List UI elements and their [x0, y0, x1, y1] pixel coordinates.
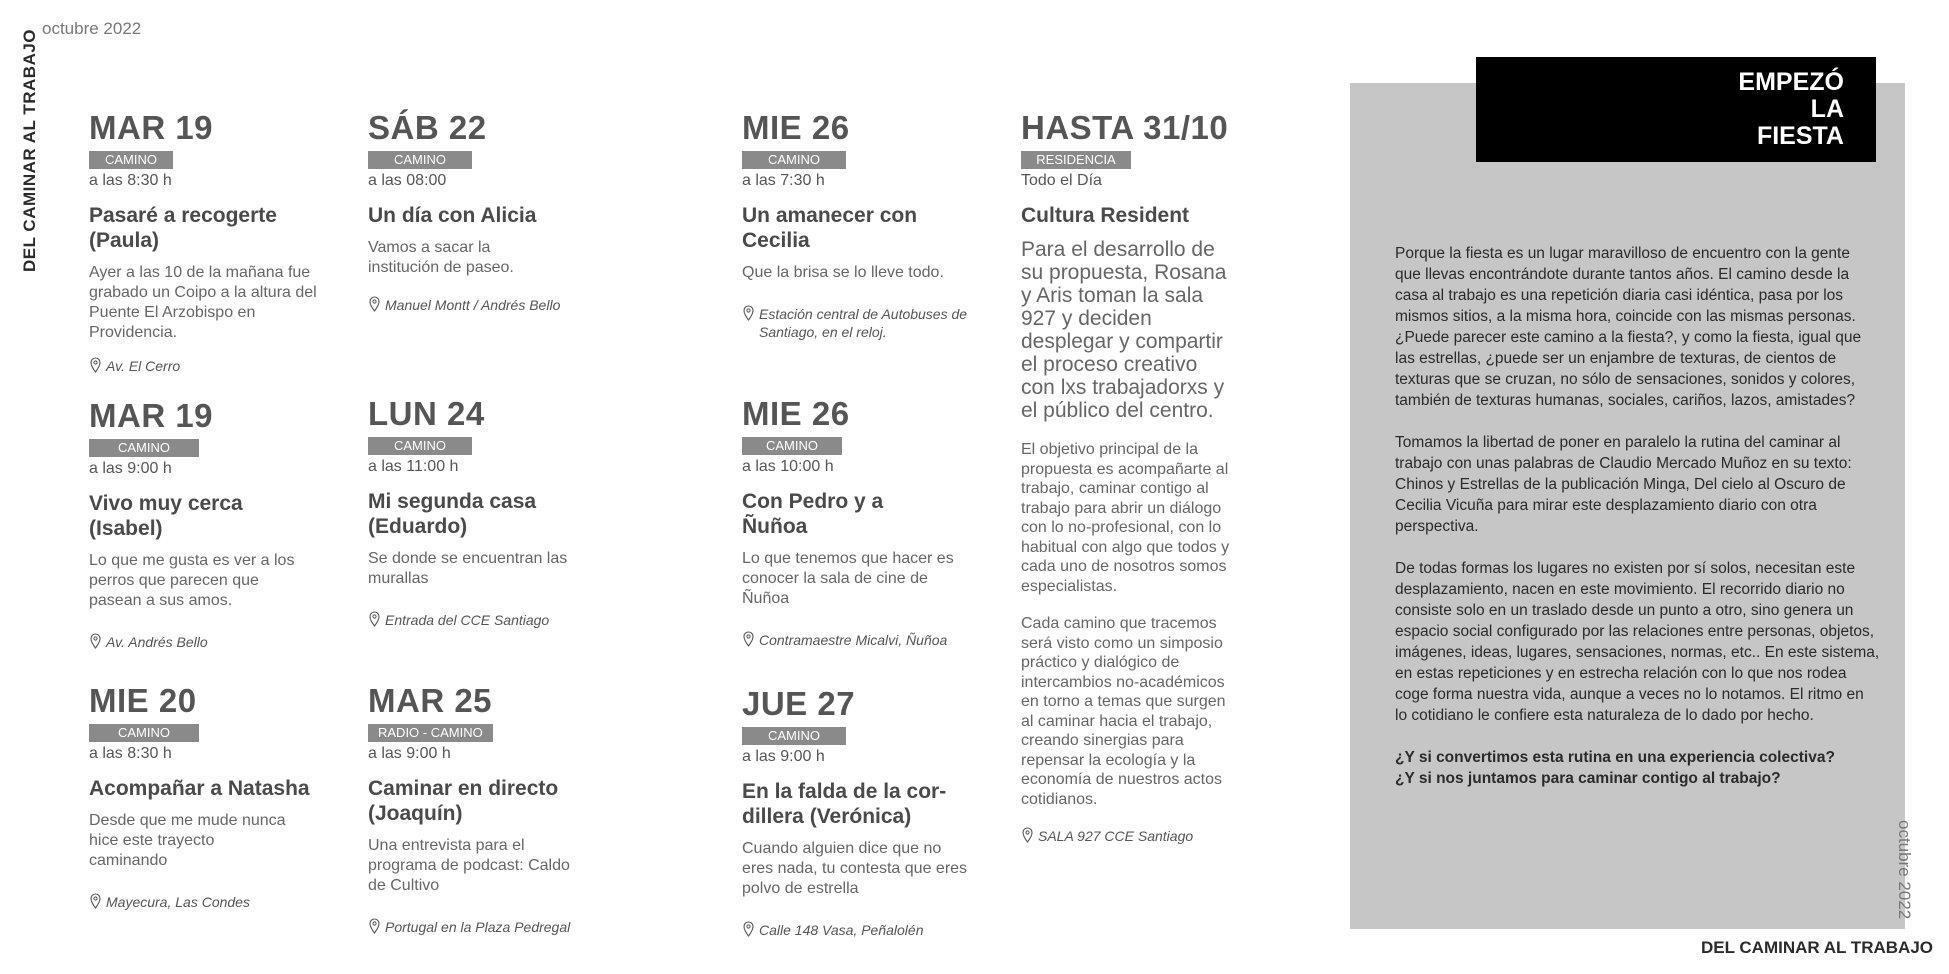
event-location — [742, 921, 972, 939]
event-tag: CAMINO — [368, 437, 472, 455]
event-description: Vamos a sacar la institución de paseo. — [368, 239, 514, 276]
side-date: octubre 2022 — [1895, 820, 1914, 920]
event-card — [368, 683, 598, 936]
event-location-text: Av. El Cerro — [106, 358, 181, 374]
feature-headline — [1476, 57, 1876, 162]
location-pin-icon — [742, 921, 755, 937]
event-day: MIE 20 — [89, 682, 197, 719]
event-day: SÁB 22 — [368, 109, 487, 146]
residency-intro: Para el desarrollo de su propuesta, Rosana y Aris toman la sala 927 y deciden desplegar y compartir el proceso creativo con lxs trabajadorxs y el público del centro. — [1021, 238, 1227, 422]
event-title: Caminar en directo (Joaquín) — [368, 777, 559, 825]
feature-article — [1395, 243, 1880, 789]
location-pin-icon — [368, 296, 381, 312]
location-pin-icon — [1021, 827, 1034, 843]
event-description: Lo que me gusta es ver a los perros que parecen que pasean a sus amos. — [89, 552, 295, 609]
event-day: JUE 27 — [742, 685, 856, 722]
event-time: a las 8:30 h — [89, 172, 172, 189]
event-location — [89, 893, 319, 911]
residency-location — [1021, 827, 1236, 845]
event-day: MAR 19 — [89, 109, 214, 146]
vertical-title: DEL CAMINAR AL TRABAJO — [20, 28, 39, 272]
event-title: En la falda de la cor-dillera (Verónica) — [742, 780, 947, 828]
residency-card — [1021, 110, 1236, 845]
event-title: Mi segunda casa (Eduardo) — [368, 490, 537, 538]
event-time: a las 9:00 h — [742, 748, 825, 765]
event-title: Un amanecer con Cecilia — [742, 204, 918, 252]
location-pin-icon — [89, 893, 102, 909]
event-location — [742, 305, 972, 341]
event-day: MIE 26 — [742, 109, 850, 146]
event-card — [742, 686, 972, 939]
event-tag: CAMINO — [742, 437, 842, 455]
event-location — [742, 631, 982, 649]
event-description: Se donde se encuentran las murallas — [368, 550, 568, 587]
event-tag: CAMINO — [742, 151, 846, 169]
event-location-text: Mayecura, Las Condes — [106, 894, 250, 910]
event-location-text: Entrada del CCE Santiago — [385, 612, 550, 628]
event-title: Acompañar a Natasha — [89, 777, 310, 800]
headline-line: LA — [1810, 95, 1844, 123]
location-pin-icon — [742, 305, 755, 321]
event-tag: CAMINO — [89, 151, 173, 169]
article-question: ¿Y si nos juntamos para caminar contigo al trabajo? — [1395, 770, 1781, 787]
event-time: a las 8:30 h — [89, 745, 172, 762]
event-time: a las 9:00 h — [89, 460, 172, 477]
event-time: a las 08:00 — [368, 172, 447, 189]
event-time: a las 7:30 h — [742, 172, 825, 189]
event-day: MIE 26 — [742, 395, 850, 432]
event-card — [742, 110, 972, 341]
residency-title: Cultura Resident — [1021, 204, 1190, 227]
event-title: Vivo muy cerca (Isabel) — [89, 492, 243, 540]
event-day: LUN 24 — [368, 395, 485, 432]
event-time: a las 10:00 h — [742, 458, 834, 475]
event-title: Un día con Alicia — [368, 204, 537, 227]
event-tag: CAMINO — [89, 439, 199, 457]
event-card — [742, 396, 972, 649]
headline-line: FIESTA — [1756, 122, 1844, 150]
article-question: ¿Y si convertimos esta rutina en una experiencia colectiva? — [1395, 749, 1835, 766]
event-location — [89, 357, 319, 375]
event-description: Que la brisa se lo lleve todo. — [742, 264, 944, 281]
location-pin-icon — [368, 918, 381, 934]
event-card — [368, 110, 598, 314]
event-day: MAR 25 — [368, 682, 493, 719]
residency-time: Todo el Día — [1021, 172, 1102, 189]
event-tag: CAMINO — [742, 727, 846, 745]
residency-location-text: SALA 927 CCE Santiago — [1038, 828, 1194, 844]
event-card — [368, 396, 598, 629]
location-pin-icon — [368, 611, 381, 627]
event-location — [368, 918, 598, 936]
event-description: Lo que tenemos que hacer es conocer la sala de cine de Ñuñoa — [742, 550, 954, 607]
event-description: Cuando alguien dice que no eres nada, tu contesta que eres polvo de estrella — [742, 840, 968, 897]
event-location-text: Estación central de Autobuses de Santiago, en el reloj. — [759, 306, 968, 340]
residency-paragraph: Cada camino que tracemos será visto como un simposio práctico y dialógico de intercambios no-académicos en torno a temas que surgen al caminar hacia el trabajo, creando sinergias para repensar la ecología y la economía de nuestros actos cotidianos. — [1021, 615, 1226, 808]
event-title: Pasaré a recogerte (Paula) — [89, 204, 277, 252]
event-tag: CAMINO — [368, 151, 472, 169]
event-location-text: Manuel Montt / Andrés Bello — [385, 297, 561, 313]
event-location-text: Portugal en la Plaza Pedregal — [385, 919, 571, 935]
event-description: Desde que me mude nunca hice este trayecto caminando — [89, 812, 286, 869]
event-description: Ayer a las 10 de la mañana fue grabado un Coipo a la altura del Puente El Arzobispo en Providencia. — [89, 264, 317, 341]
event-description: Una entrevista para el programa de podcast: Caldo de Cultivo — [368, 837, 570, 894]
top-date: octubre 2022 — [42, 19, 142, 38]
event-location-text: Av. Andrés Bello — [106, 634, 208, 650]
residency-tag: RESIDENCIA — [1021, 151, 1131, 169]
event-card — [89, 683, 319, 911]
residency-day: HASTA 31/10 — [1021, 109, 1229, 146]
location-pin-icon — [89, 357, 102, 373]
event-day: MAR 19 — [89, 397, 214, 434]
event-location — [89, 633, 319, 651]
event-tag: RADIO - CAMINO — [368, 724, 493, 742]
footer-title: DEL CAMINAR AL TRABAJO — [1700, 938, 1933, 957]
article-paragraph: Porque la fiesta es un lugar maravilloso de encuentro con la gente que llevas encontrándote durante tantos años. El camino desde la casa al trabajo es una repetición diaria casi idéntica, pasa por los mismos sitios, a la misma hora, coincide con las mismas personas. ¿Puede parecer este camino a la fiesta?, y como la fiesta, igual que las estrellas, ¿puede ser un enjambre de texturas, de cientos de texturas que se cruzan, no sólo de sensaciones, sonidos y colores, también de texturas humanas, sociales, cariños, lazos, amistades? — [1395, 245, 1862, 409]
location-pin-icon — [742, 631, 755, 647]
event-time: a las 9:00 h — [368, 745, 451, 762]
headline-line: EMPEZÓ — [1738, 68, 1844, 96]
event-location-text: Contramaestre Micalvi, Ñuñoa — [759, 632, 948, 648]
residency-paragraph: El objetivo principal de la propuesta es acompañarte al trabajo, caminar contigo al trabajo para abrir un diálogo con lo no-profesional, con lo habitual con algo que todos y cada uno de nosotros somos especialistas. — [1021, 441, 1230, 595]
article-paragraph: Tomamos la libertad de poner en paralelo la rutina del caminar al trabajo con unas palabras de Claudio Mercado Muñoz en su texto: Chinos y Estrellas de la publicación Minga, Del cielo al Oscuro de Cecilia Vicuña para mirar este desplazamiento diario con otra perspectiva. — [1395, 434, 1852, 535]
event-card — [89, 110, 319, 375]
event-title: Con Pedro y a Ñuñoa — [742, 490, 884, 538]
event-location-text: Calle 148 Vasa, Peñalolén — [759, 922, 924, 938]
event-location — [368, 611, 598, 629]
event-card — [89, 398, 319, 651]
event-location — [368, 296, 598, 314]
location-pin-icon — [89, 633, 102, 649]
article-paragraph: De todas formas los lugares no existen por sí solos, necesitan este desplazamiento, nacen en este movimiento. El recorrido diario no consiste solo en un traslado desde un punto a otro, sino genera un espacio social configurado por las relaciones entre personas, objetos, imágenes, ideas, lugares, sensaciones, normas, etc.. En este sistema, en estas repeticiones y en estrecha relación con lo que nos rodea coge forma nuestra vida, aunque a veces no lo notamos. El ritmo en lo cotidiano le confiere esta naturaleza de lo dado por hecho. — [1395, 560, 1880, 724]
event-time: a las 11:00 h — [368, 458, 459, 475]
event-tag: CAMINO — [89, 724, 199, 742]
